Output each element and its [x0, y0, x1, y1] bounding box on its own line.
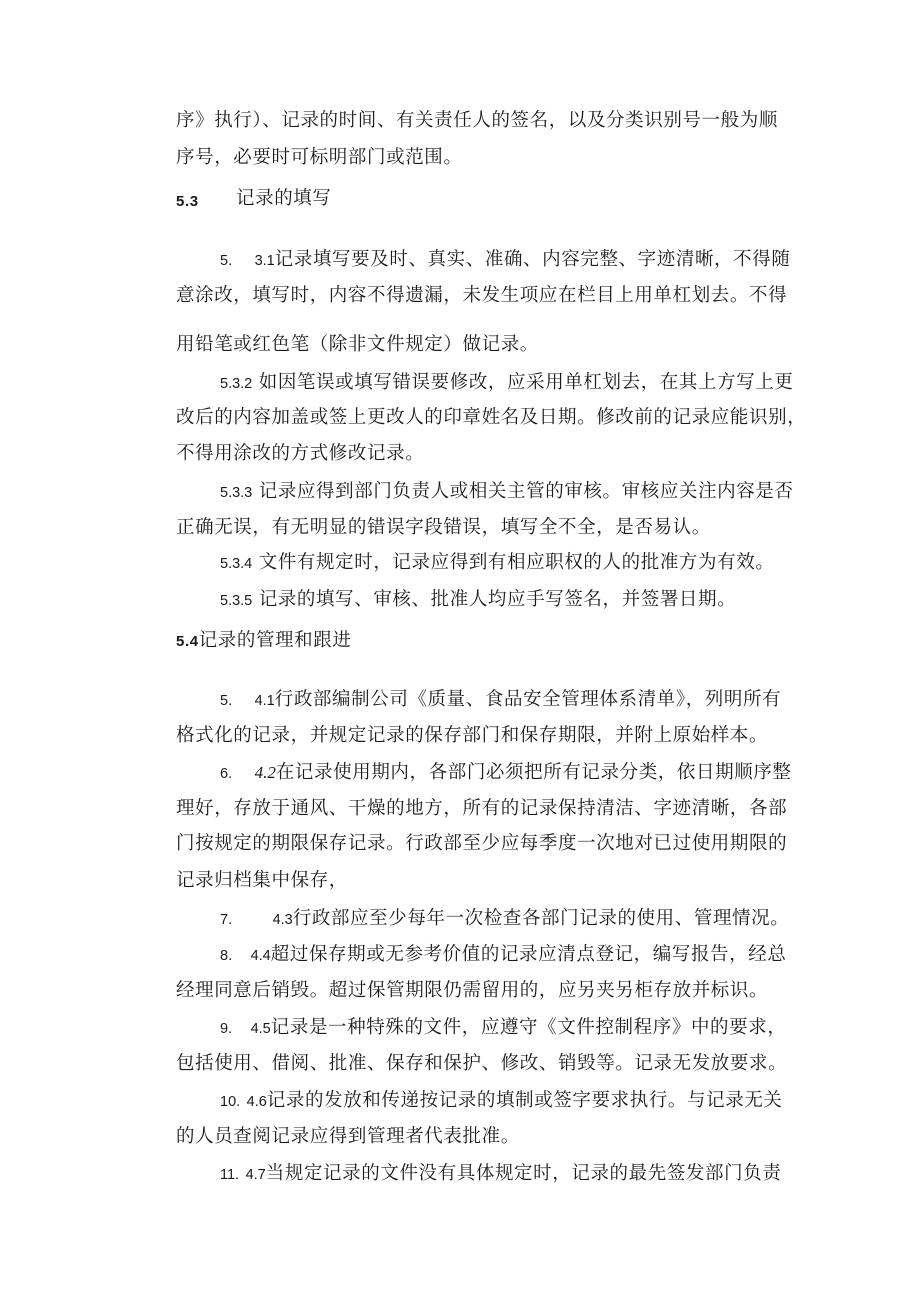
item-text: 记录应得到部门负责人或相关主管的审核。审核应关注内容是否	[258, 481, 794, 502]
item-prefix: 5.	[220, 693, 233, 709]
item-sub-number: 4.3	[272, 912, 293, 928]
item-5-4-1-line-2: 格式化的记录，并规定记录的保存部门和保存期限，并附上原始样本。	[176, 725, 769, 746]
item-5-3-1-line-3: 用铅笔或红色笔（除非文件规定）做记录。	[176, 334, 539, 355]
item-sub-number: 4.7	[245, 1167, 266, 1183]
item-prefix: 10.	[220, 1094, 241, 1110]
item-5-3-2-line-2: 改后的内容加盖或签上更改人的印章姓名及日期。修改前的记录应能识别，	[176, 407, 807, 428]
item-prefix: 11.	[220, 1167, 240, 1183]
intro-line-2: 序号，必要时可标明部门或范围。	[176, 147, 463, 168]
item-6-4-2-line-2: 理好，存放于通风、干燥的地方，所有的记录保持清洁、字迹清晰，各部	[176, 798, 788, 819]
item-prefix: 6.	[220, 766, 233, 782]
item-sub-number: 5.3.5	[220, 593, 253, 609]
item-text: 记录的填写、审核、批准人均应手写签名，并签署日期。	[258, 589, 737, 610]
item-8-4-4-line-2: 经理同意后销毁。超过保管期限仍需留用的，应另夹另柜存放并标识。	[176, 980, 769, 1001]
item-prefix: 8.	[220, 948, 233, 964]
item-sub-number: 5.3.3	[220, 485, 253, 501]
item-sub-number: 4.6	[246, 1094, 267, 1110]
item-text: 记录的发放和传递按记录的填制或签字要求执行。与记录无关	[266, 1090, 783, 1111]
item-5-3-4	[220, 552, 774, 575]
item-5-3-3-line-2: 正确无误，有无明显的错误字段错误，填写全不全，是否易认。	[176, 517, 711, 538]
item-text: 超过保存期或无参考价值的记录应清点登记，编写报告，经总	[270, 944, 787, 965]
item-6-4-2-line-3: 门按规定的期限保存记录。行政部至少应每季度一次地对已过使用期限的	[176, 833, 788, 854]
item-6-4-2	[220, 762, 792, 785]
item-text: 记录填写要及时、真实、准确、内容完整、字迹清晰，不得随	[274, 249, 791, 270]
section-5-4-title: 记录的管理和跟进	[198, 630, 352, 651]
item-sub-number: 5.3.2	[220, 376, 253, 392]
item-text: 如因笔误或填写错误要修改，应采用单杠划去，在其上方写上更	[258, 372, 794, 393]
item-sub-number: 4.4	[250, 948, 271, 964]
item-text: 行政部应至少每年一次检查各部门记录的使用、管理情况。	[292, 908, 790, 929]
item-text: 行政部编制公司《质量、食品安全管理体系清单》，列明所有	[274, 689, 782, 710]
item-text: 当规定记录的文件没有具体规定时，记录的最先签发部门负责	[265, 1163, 782, 1184]
item-5-3-1	[220, 249, 790, 272]
item-prefix: 9.	[220, 1021, 233, 1037]
item-5-3-2	[220, 372, 794, 395]
item-5-3-2-line-3: 不得用涂改的方式修改记录。	[176, 443, 425, 464]
item-prefix: 7.	[220, 912, 233, 928]
item-5-3-3	[220, 481, 794, 504]
item-5-3-5	[220, 589, 736, 612]
item-sub-number: 5.3.4	[220, 556, 253, 572]
item-sub-number: 3.1	[254, 253, 275, 269]
intro-line-1: 序》执行）、记录的时间、有关责任人的签名，以及分类识别号一般为顺	[176, 110, 778, 131]
section-5-4-number: 5.4	[176, 633, 199, 650]
item-5-3-1-line-2: 意涂改，填写时，内容不得遗漏，未发生项应在栏目上用单杠划去。不得	[176, 285, 788, 306]
item-sub-number: 4.2	[254, 763, 276, 782]
item-8-4-4	[220, 944, 786, 967]
item-sub-number: 4.5	[250, 1021, 271, 1037]
item-prefix: 5.	[220, 253, 233, 269]
item-7-4-3	[220, 908, 789, 931]
item-text: 在记录使用期内，各部门必须把所有记录分类，依日期顺序整	[275, 762, 792, 783]
item-9-4-5-line-2: 包括使用、借阅、批准、保存和保护、修改、销毁等。记录无发放要求。	[176, 1053, 788, 1074]
section-5-3-title: 记录的填写	[236, 188, 332, 209]
item-5-4-1	[220, 689, 781, 712]
item-11-4-7	[220, 1163, 781, 1186]
section-5-4-heading	[176, 630, 351, 653]
item-10-4-6-line-2: 的人员查阅记录应得到管理者代表批准。	[176, 1126, 520, 1147]
section-5-3-number: 5.3	[176, 193, 199, 210]
item-text: 记录是一种特殊的文件，应遵守《文件控制程序》中的要求，	[270, 1017, 787, 1038]
item-10-4-6	[220, 1090, 783, 1113]
item-sub-number: 4.1	[254, 693, 275, 709]
item-9-4-5	[220, 1017, 786, 1040]
item-6-4-2-line-4: 记录归档集中保存，	[176, 870, 348, 891]
item-text: 文件有规定时，记录应得到有相应职权的人的批准方为有效。	[258, 552, 775, 573]
